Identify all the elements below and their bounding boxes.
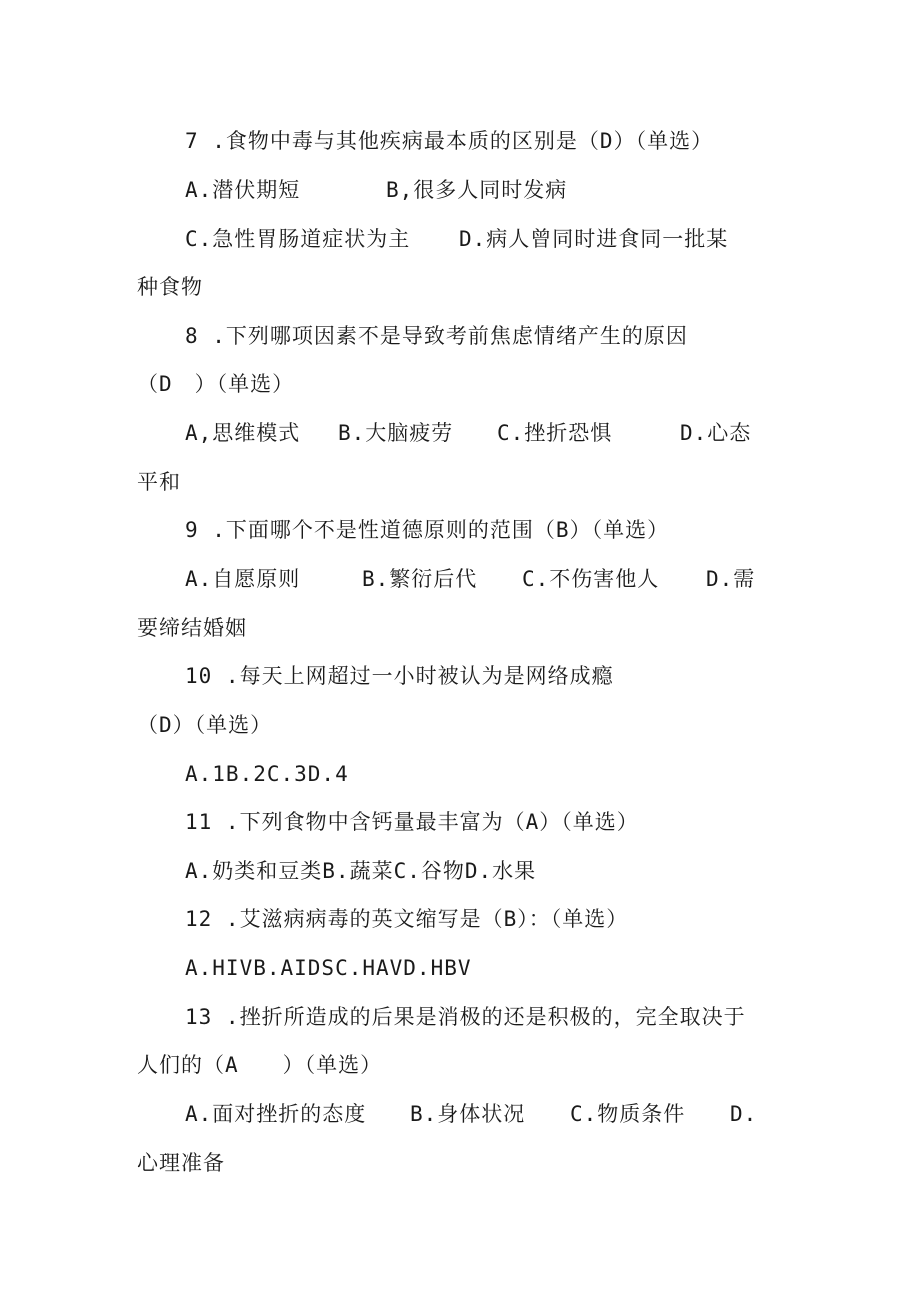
question-8-wrap: 平和: [137, 470, 181, 494]
question-13-option-d: D.: [730, 1102, 758, 1126]
question-9-option-d: D.需: [706, 567, 756, 591]
question-13-wrap: 心理准备: [137, 1151, 225, 1175]
question-8-option-c: C.挫折恐惧: [497, 421, 613, 445]
question-8-stem-wrap: （D ）（单选）: [137, 372, 295, 396]
question-11-stem: 11 .下列食物中含钙量最丰富为（A）（单选）: [185, 810, 639, 834]
question-11-options: A.奶类和豆类B.蔬菜C.谷物D.水果: [185, 859, 537, 883]
question-8-option-d: D.心态: [680, 421, 752, 445]
question-9-stem: 9 .下面哪个不是性道德原则的范围（B）（单选）: [185, 518, 670, 542]
question-12-stem: 12 .艾滋病病毒的英文缩写是（B）：（单选）: [185, 907, 629, 931]
question-7-stem: 7 .食物中毒与其他疾病最本质的区别是（D）（单选）: [185, 129, 714, 153]
question-9-wrap: 要缔结婚姻: [137, 616, 247, 640]
question-10-stem: 10 .每天上网超过一小时被认为是网络成瘾: [185, 664, 614, 688]
question-9-option-c: C.不伤害他人: [522, 567, 660, 591]
question-13-option-b: B.身体状况: [410, 1102, 526, 1126]
question-9-option-b: B.繁衍后代: [362, 567, 478, 591]
question-8-stem: 8 .下列哪项因素不是导致考前焦虑情绪产生的原因: [185, 324, 688, 348]
question-7-option-d: D.病人曾同时进食同一批某: [459, 227, 729, 251]
question-12-options: A.HIVB.AIDSC.HAVD.HBV: [185, 956, 472, 980]
question-9-option-a: A.自愿原则: [185, 567, 301, 591]
question-7-option-b: B,很多人同时发病: [386, 178, 568, 202]
question-8-option-b: B.大脑疲劳: [338, 421, 454, 445]
question-10-options: A.1B.2C.3D.4: [185, 762, 349, 786]
question-13-stem-wrap: 人们的（A ）（单选）: [137, 1053, 383, 1077]
question-10-stem-wrap: （D）（单选）: [137, 713, 273, 737]
question-13-option-c: C.物质条件: [570, 1102, 686, 1126]
question-7-wrap: 种食物: [137, 275, 203, 299]
question-8-option-a: A,思维模式: [185, 421, 301, 445]
question-7-option-c: C.急性胃肠道症状为主: [185, 227, 411, 251]
question-7-option-a: A.潜伏期短: [185, 178, 301, 202]
question-13-option-a: A.面对挫折的态度: [185, 1102, 367, 1126]
question-13-stem: 13 .挫折所造成的后果是消极的还是积极的，完全取决于: [185, 1005, 746, 1029]
